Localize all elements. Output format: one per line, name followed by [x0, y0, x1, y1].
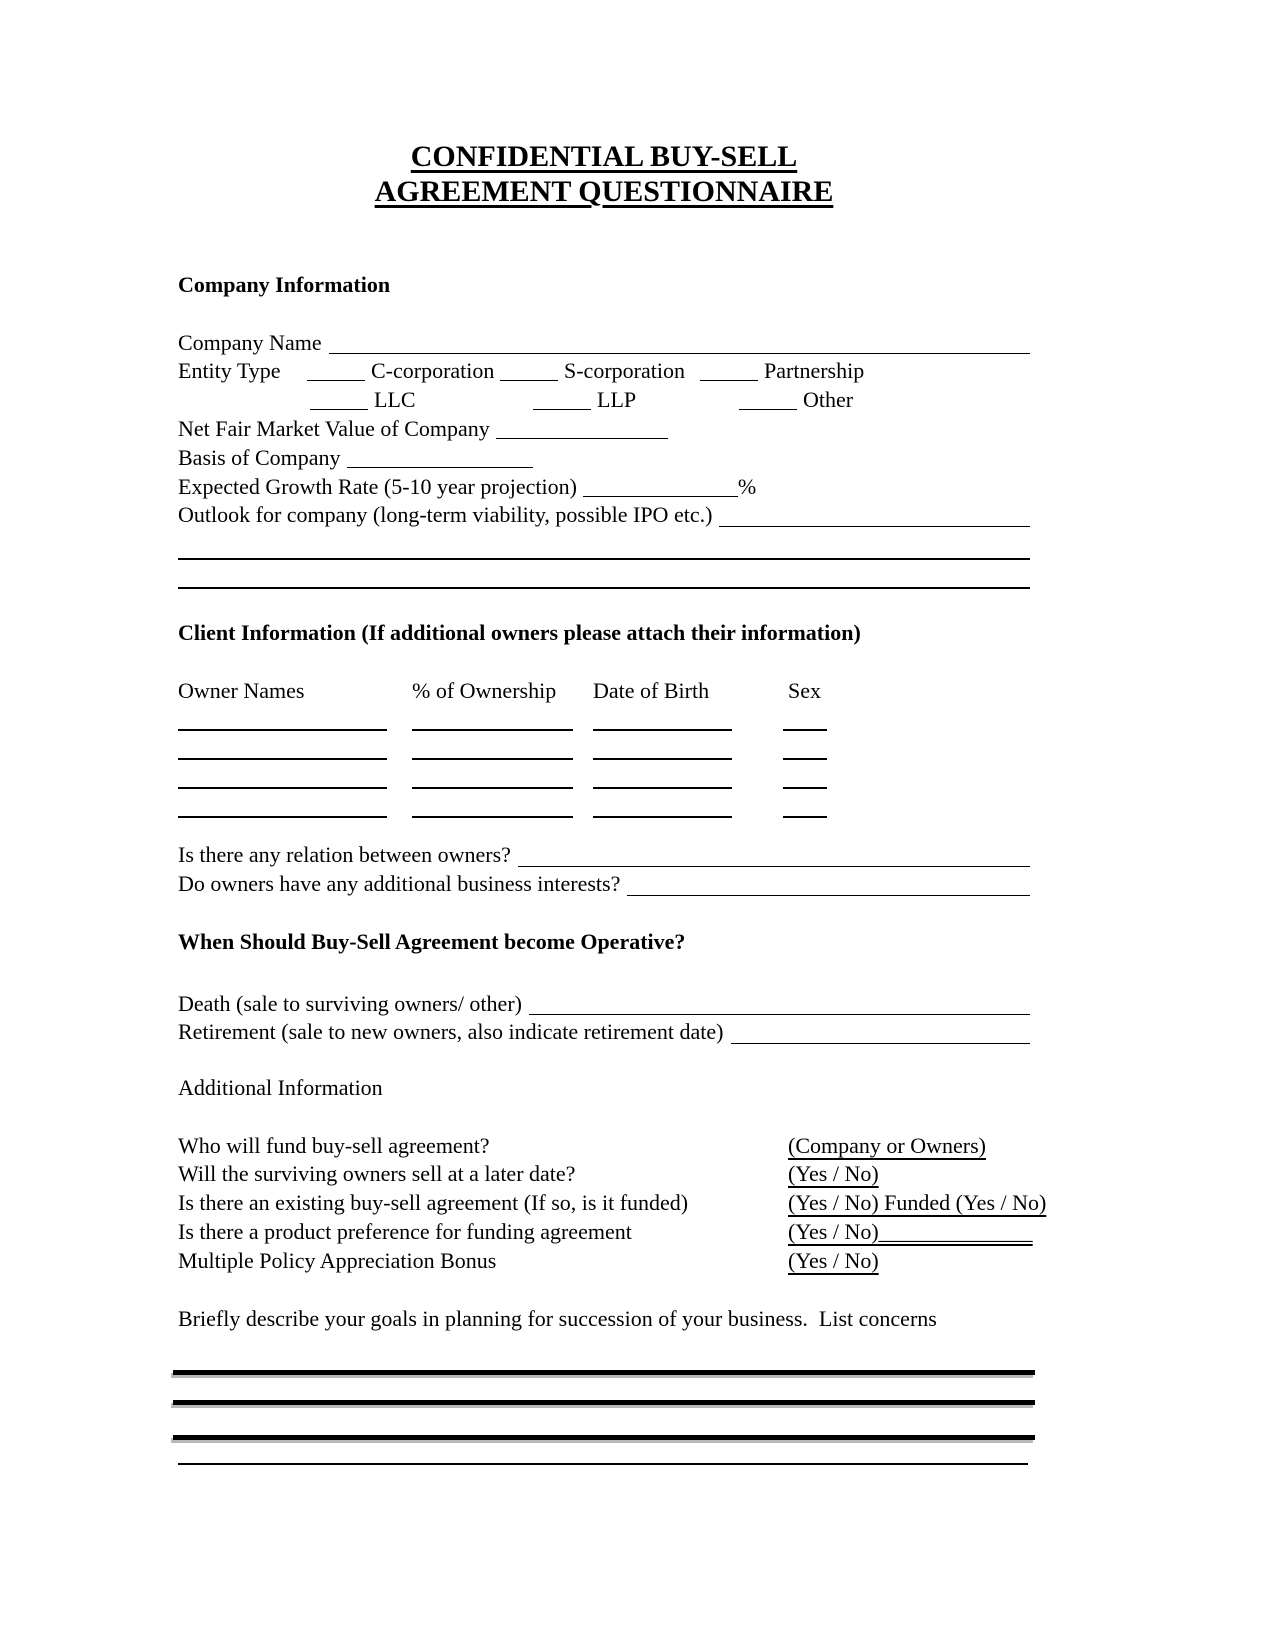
additional-section-heading: Additional Information: [178, 1075, 383, 1100]
c-corporation-blank: [307, 378, 365, 381]
entity-type-row-2: [178, 386, 1030, 415]
goals-write-line-4: [178, 1463, 1028, 1465]
outlook-label: Outlook for company (long-term viability, possible IPO etc.): [178, 502, 713, 528]
relation-question-label: Is there any relation between owners?: [178, 842, 511, 868]
relation-answer-blank: [518, 866, 1030, 867]
fund-question: Who will fund buy-sell agreement?: [178, 1132, 490, 1158]
column-header-date-of-birth: Date of Birth: [593, 677, 710, 703]
goals-section: [178, 1305, 1030, 1334]
sex-blank: [783, 816, 827, 818]
outlook-blank: [719, 526, 1030, 527]
qa-row-policy-bonus: [178, 1247, 1030, 1276]
qa-row-fund: [178, 1132, 1030, 1161]
goals-write-line-1: [173, 1370, 1035, 1375]
interests-question-row: [178, 870, 1030, 899]
column-header-owner-names: Owner Names: [178, 677, 305, 703]
goals-write-line-2: [173, 1400, 1035, 1405]
qa-row-sell-later: [178, 1160, 1030, 1189]
entity-type-row-1: [178, 357, 1030, 386]
death-row: [178, 990, 1030, 1019]
goals-write-line-3: [173, 1435, 1035, 1440]
existing-agreement-answer: (Yes / No) Funded (Yes / No): [788, 1190, 1047, 1216]
spacer: [178, 818, 1030, 841]
llc-blank: [310, 407, 368, 410]
basis-label: Basis of Company: [178, 444, 341, 470]
death-label: Death (sale to surviving owners/ other): [178, 990, 522, 1016]
qa-row-existing-agreement: [178, 1189, 1047, 1218]
interests-answer-blank: [627, 895, 1030, 896]
policy-bonus-answer: (Yes / No): [788, 1247, 879, 1273]
llp-blank: [533, 407, 591, 410]
other-blank: [739, 407, 797, 410]
growth-rate-label: Expected Growth Rate (5-10 year projection): [178, 473, 577, 499]
entity-option-llc: LLC: [310, 386, 416, 415]
product-preference-question: Is there a product preference for funding agreement: [178, 1218, 632, 1244]
growth-rate-unit: %: [737, 473, 757, 499]
partnership-blank: [700, 378, 758, 381]
company-section-heading: Company Information: [178, 272, 391, 297]
growth-rate-blank: [583, 494, 738, 497]
retirement-row: [178, 1018, 1030, 1047]
entity-type-label: Entity Type: [178, 358, 281, 384]
entity-option-llp: LLP: [533, 386, 636, 415]
death-answer-blank: [529, 1014, 1030, 1015]
company-information-section: [178, 271, 1030, 530]
spacer: [178, 1103, 1030, 1132]
spacer: [178, 300, 1030, 329]
entity-option-c-corporation: C-corporation: [307, 357, 494, 386]
owner-table-header-row: [178, 677, 1030, 706]
client-information-section: [178, 619, 1030, 899]
basis-blank: [347, 465, 533, 468]
additional-information-section: [178, 1074, 1047, 1276]
spacer: [178, 957, 1030, 986]
owner-table-row: [178, 731, 1030, 760]
company-name-label: Company Name: [178, 329, 322, 355]
document-title: [178, 139, 1030, 209]
title-line-1: CONFIDENTIAL BUY-SELL: [410, 140, 798, 173]
retirement-label: Retirement (sale to new owners, also indicate retirement date): [178, 1019, 724, 1045]
net-fmv-blank: [496, 436, 668, 439]
spacer: [178, 648, 1030, 677]
column-header-ownership: % of Ownership: [412, 677, 557, 703]
basis-row: [178, 444, 1030, 473]
entity-option-other: Other: [739, 386, 853, 415]
company-name-blank: [329, 353, 1030, 354]
s-corporation-blank: [500, 378, 558, 381]
outlook-continuation-line-1: [178, 558, 1030, 560]
operative-section: [178, 928, 1030, 1047]
outlook-continuation-line-2: [178, 587, 1030, 589]
ownership-blank: [412, 816, 573, 818]
qa-row-product-preference: [178, 1218, 1033, 1247]
product-preference-answer: (Yes / No)______________: [788, 1218, 1033, 1244]
fund-answer: (Company or Owners): [788, 1132, 986, 1158]
operative-section-heading: When Should Buy-Sell Agreement become Operative?: [178, 929, 686, 954]
growth-rate-row: [178, 473, 1030, 502]
goals-prompt: Briefly describe your goals in planning for succession of your business. List concerns: [178, 1306, 937, 1331]
client-section-heading: Client Information (If additional owners please attach their information): [178, 620, 861, 645]
owner-name-blank: [178, 816, 387, 818]
owner-table-row: [178, 705, 1030, 731]
outlook-row: [178, 501, 1030, 530]
owner-table-row: [178, 789, 1030, 818]
sell-later-question: Will the surviving owners sell at a later date?: [178, 1161, 576, 1187]
column-header-sex: Sex: [788, 677, 821, 703]
interests-question-label: Do owners have any additional business interests?: [178, 871, 621, 897]
entity-option-partnership: Partnership: [700, 357, 864, 386]
owner-table-row: [178, 760, 1030, 789]
policy-bonus-question: Multiple Policy Appreciation Bonus: [178, 1247, 497, 1273]
title-line-2: AGREEMENT QUESTIONNAIRE: [374, 175, 834, 208]
entity-option-s-corporation: S-corporation: [500, 357, 685, 386]
relation-question-row: [178, 841, 1030, 870]
retirement-answer-blank: [731, 1043, 1030, 1044]
net-fmv-label: Net Fair Market Value of Company: [178, 415, 490, 441]
date-of-birth-blank: [593, 816, 732, 818]
company-name-row: [178, 329, 1030, 358]
existing-agreement-question: Is there an existing buy-sell agreement (If so, is it funded): [178, 1190, 689, 1216]
net-fmv-row: [178, 415, 1030, 444]
sell-later-answer: (Yes / No): [788, 1161, 879, 1187]
